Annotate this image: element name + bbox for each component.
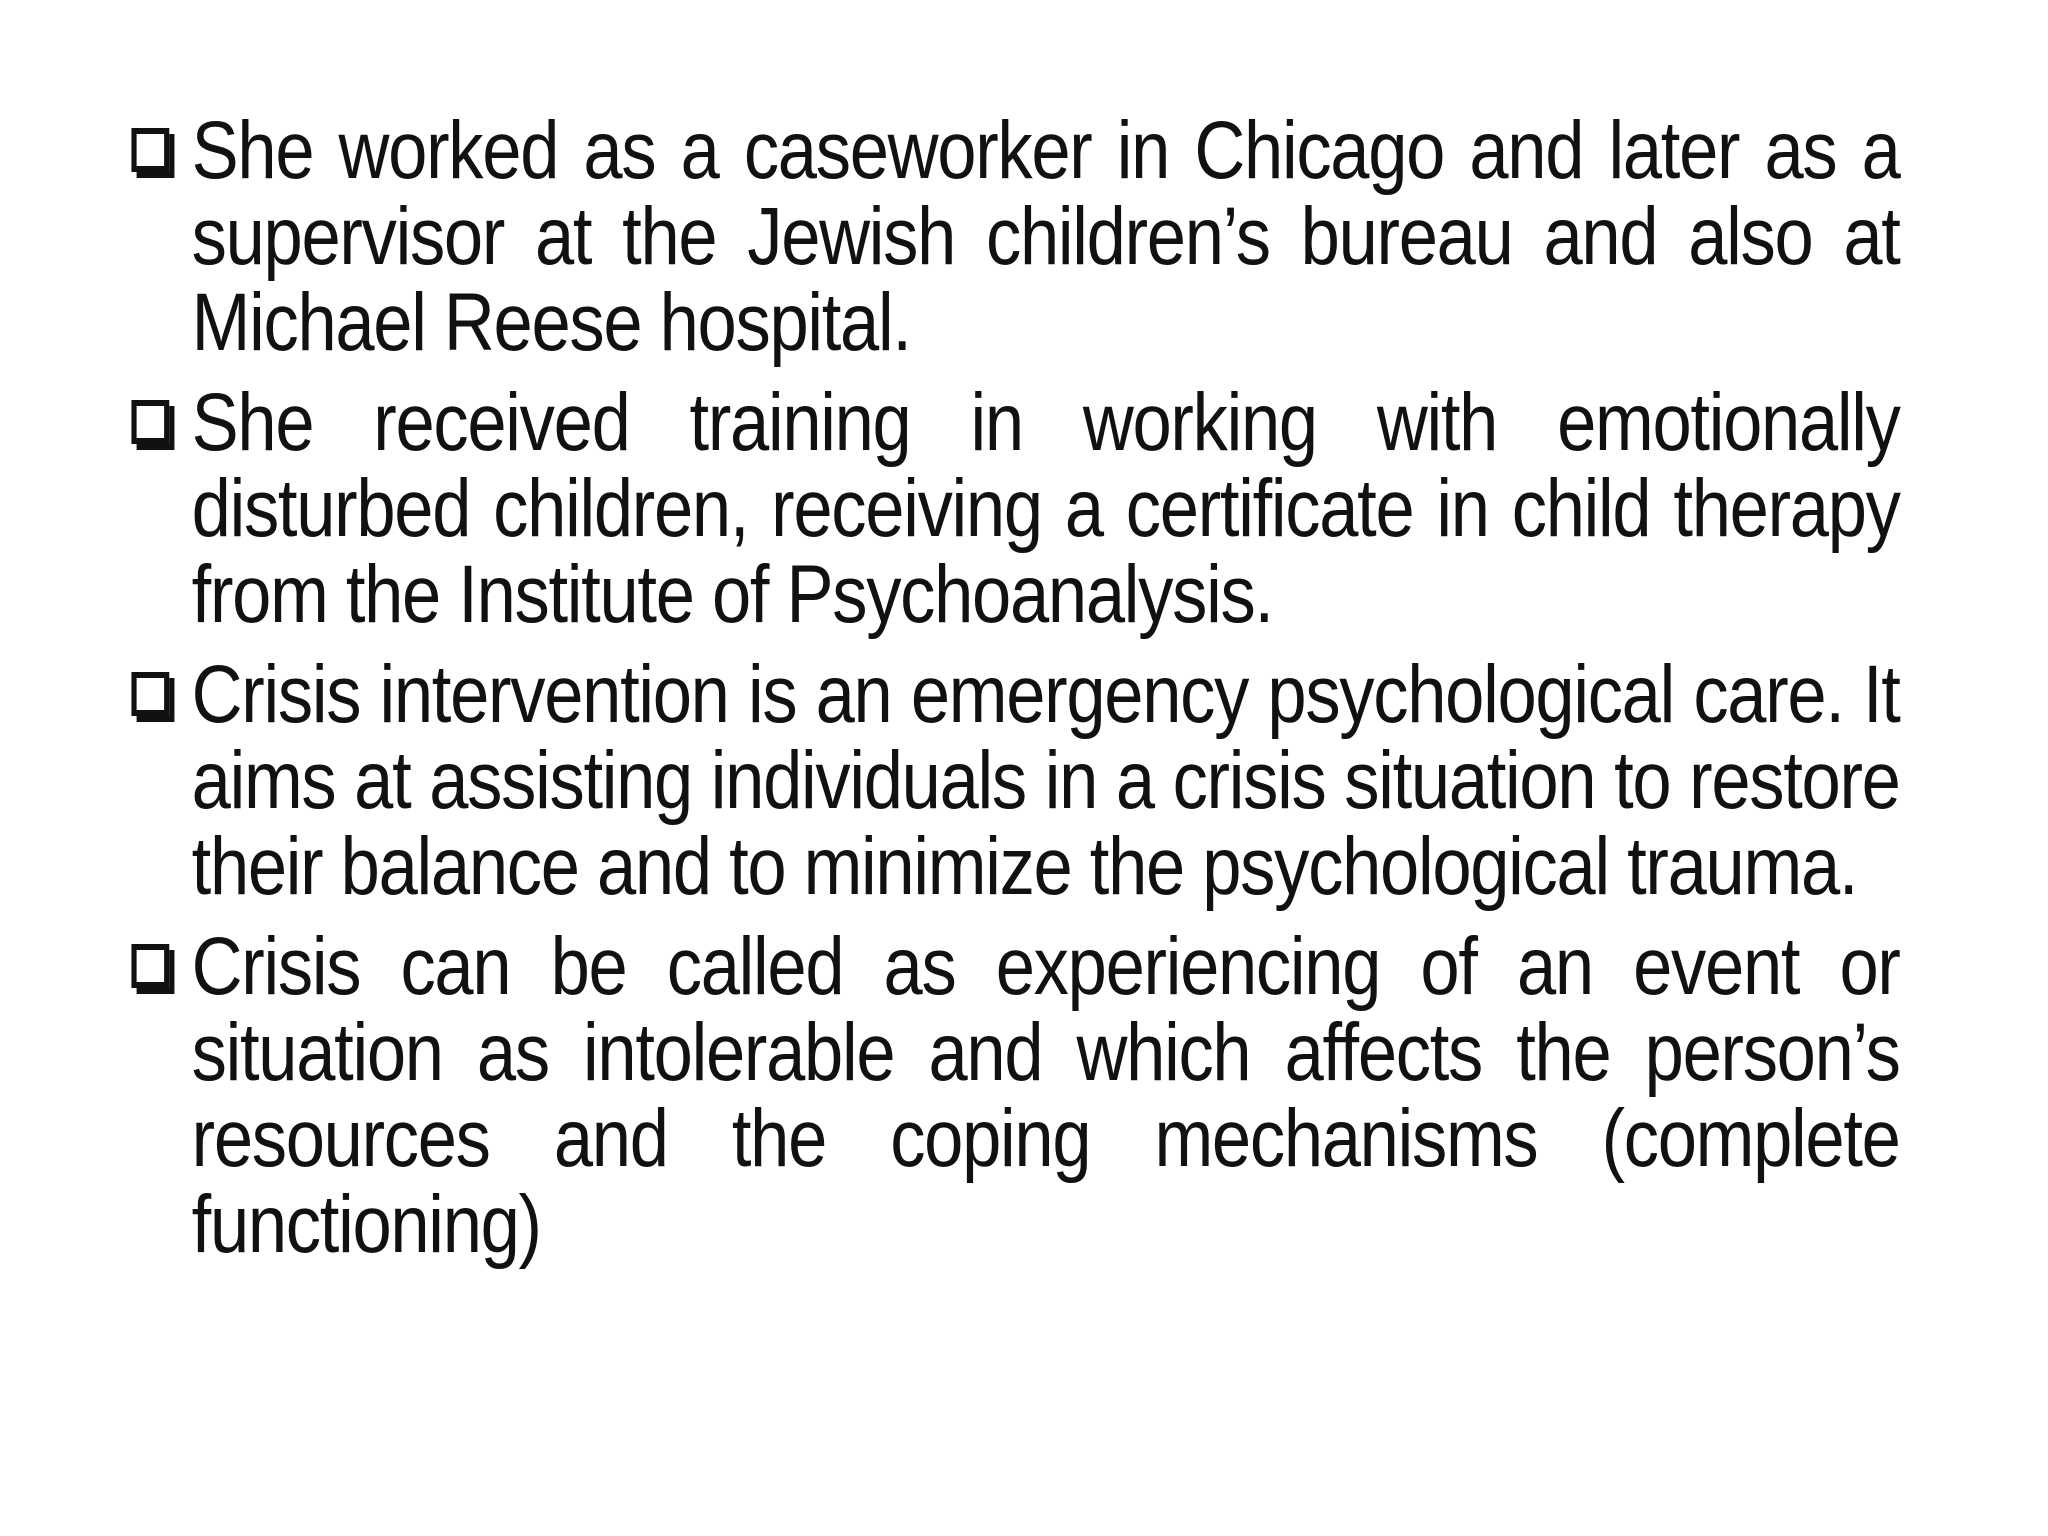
bullet-item-4 [128,921,1900,1270]
bullet-text-3: Crisis intervention is an emergency psychological care. It aims at assisting individuals in a crisis situation to restore their balance and to minimize the psychological trauma. [191,649,1900,912]
bullet-item-3 [128,649,1900,912]
bullet-item-2 [128,377,1900,640]
hollow-square-bullet-icon [131,672,169,716]
hollow-square-bullet-icon [131,128,169,172]
hollow-square-bullet-icon [131,400,169,444]
bullet-item-1 [128,105,1900,368]
bullet-text-2: She received training in working with emotionally disturbed children, receiving a certificate in child therapy from the Institute of Psychoanalysis. [191,377,1900,640]
bullet-text-1: She worked as a caseworker in Chicago and later as a supervisor at the Jewish children’s bureau and also at Michael Reese hospital. [191,105,1900,368]
hollow-square-bullet-icon [131,944,169,988]
bullet-text-4: Crisis can be called as experiencing of an event or situation as intolerable and which affects the person’s resources and the coping mechanisms (complete functioning) [191,921,1900,1270]
bullet-list [128,105,1936,1282]
